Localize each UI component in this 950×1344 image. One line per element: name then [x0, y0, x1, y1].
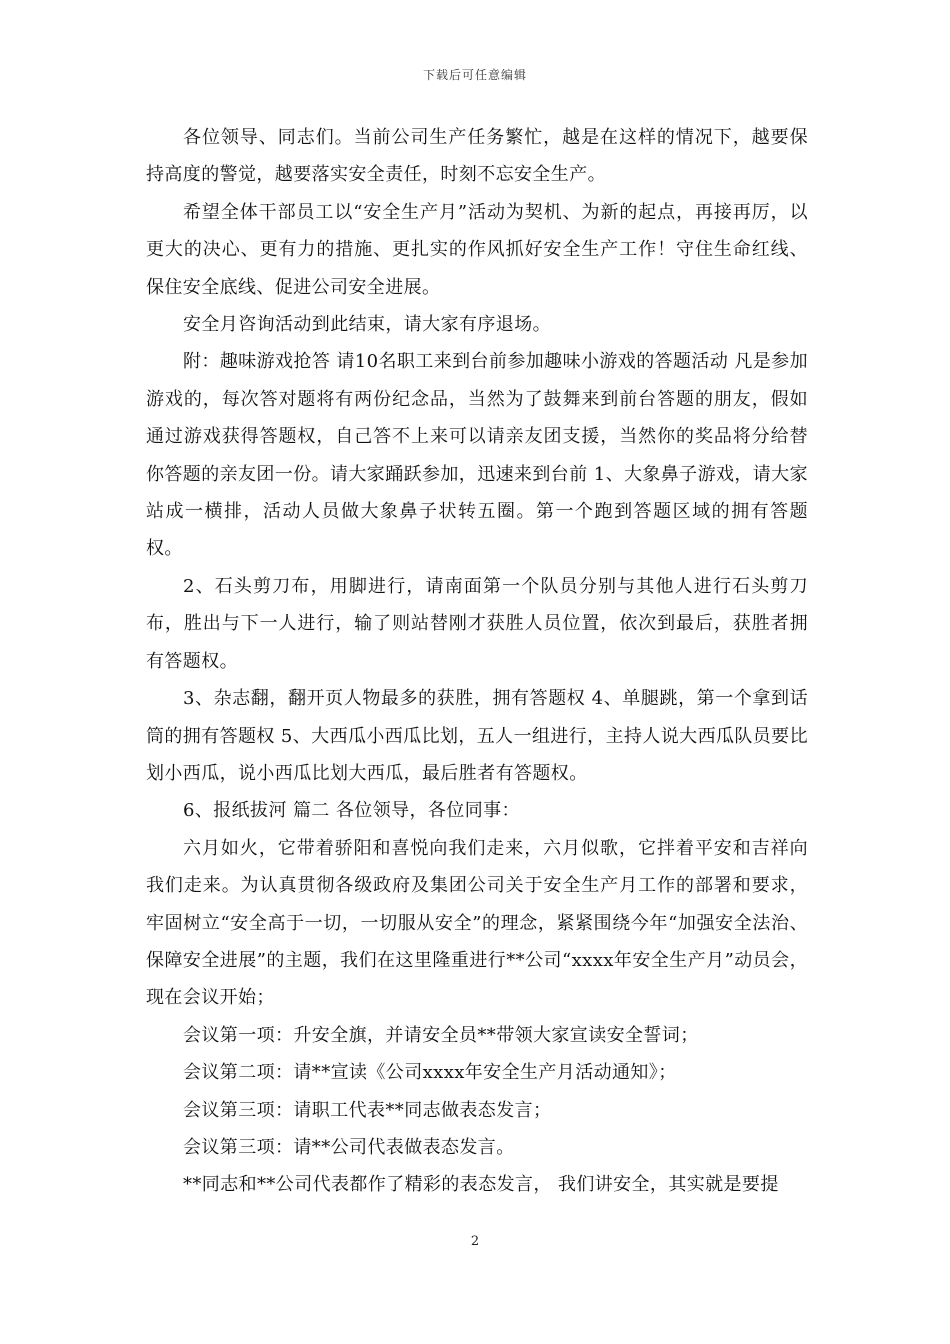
paragraph: 2、石头剪刀布，用脚进行，请南面第一个队员分别与其他人进行石头剪刀布，胜出与下一人进行，输了则站替刚才获胜人员位置，依次到最后，获胜者拥有答题权。: [146, 575, 808, 672]
paragraph: 六月如火，它带着骄阳和喜悦向我们走来，六月似歌，它拌着平安和吉祥向我们走来。为认真贯彻各级政府及集团公司关于安全生产月工作的部署和要求，牢固树立“安全高于一切，一切服从安全”的理念，紧紧围绕今年“加强安全法治、保障安全进展”的主题，我们在这里隆重进行**公司“xxxx年安全生产月”动员会，现在会议开始；: [146, 837, 808, 1009]
paragraph: **同志和**公司代表都作了精彩的表态发言， 我们讲安全，其实就是要提: [183, 1174, 779, 1196]
paragraph: 会议第二项：请**宣读《公司xxxx年安全生产月活动通知》；: [183, 1062, 677, 1084]
paragraph: 会议第三项：请职工代表**同志做表态发言；: [183, 1099, 552, 1121]
page-number: 2: [470, 1234, 480, 1249]
paragraph: 会议第三项：请**公司代表做表态发言。: [183, 1136, 515, 1158]
paragraph: 6、报纸拔河 篇二 各位领导，各位同事：: [183, 800, 520, 822]
paragraph: 附：趣味游戏抢答 请10名职工来到台前参加趣味小游戏的答题活动 凡是参加游戏的，每次答对题将有两份纪念品，当然为了鼓舞来到前台答题的朋友，假如通过游戏获得答题权，自己答不上来可以请亲友团支援，当然你的奖品将分给替你答题的亲友团一份。请大家踊跃参加，迅速来到台前 1、大象鼻子游戏，请大家站成一横排，活动人员做大象鼻子状转五圈。第一个跑到答题区域的拥有答题权。: [146, 351, 808, 560]
paragraph: 会议第一项：升安全旗，并请安全员**带领大家宣读安全誓词；: [183, 1024, 699, 1046]
paragraph: 希望全体干部员工以“安全生产月”活动为契机、为新的起点，再接再厉，以更大的决心、更有力的措施、更扎实的作风抓好安全生产工作！守住生命红线、保住安全底线、促进公司安全进展。: [146, 201, 808, 298]
page-header: 下载后可任意编辑: [422, 68, 527, 82]
document-body: [146, 119, 808, 1204]
paragraph: 各位领导、同志们。当前公司生产任务繁忙，越是在这样的情况下，越要保持高度的警觉，越要落实安全责任，时刻不忘安全生产。: [146, 127, 808, 186]
paragraph: 安全月咨询活动到此结束，请大家有序退场。: [183, 314, 551, 336]
paragraph: 3、杂志翻，翻开页人物最多的获胜，拥有答题权 4、单腿跳，第一个拿到话筒的拥有答题权 5、大西瓜小西瓜比划，五人一组进行，主持人说大西瓜队员要比划小西瓜，说小西瓜比划大西瓜，最后胜者有答题权。: [146, 688, 808, 784]
